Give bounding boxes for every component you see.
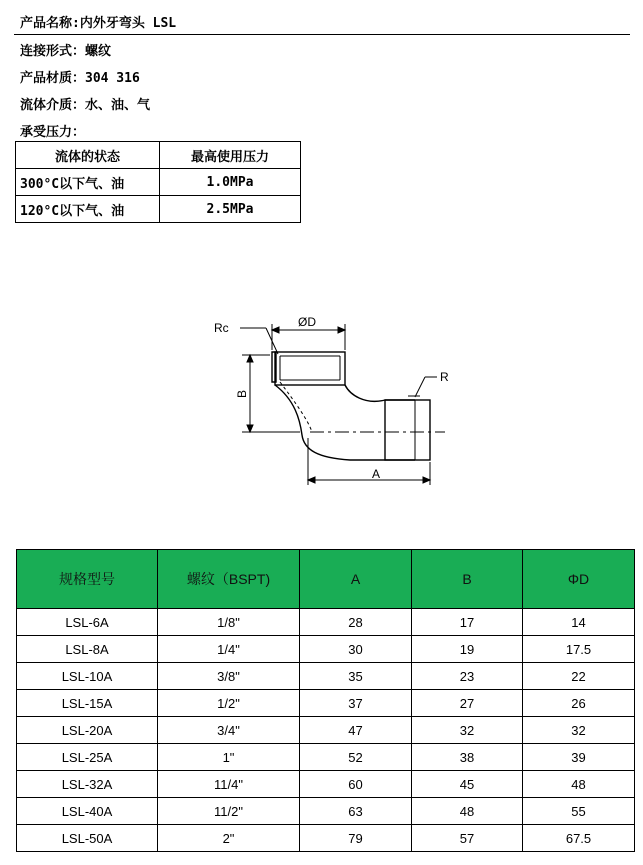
cell-phi-d: 26 xyxy=(523,690,635,717)
pressure-table xyxy=(15,141,301,223)
spec-table-header xyxy=(17,550,635,609)
cell-a: 52 xyxy=(300,744,412,771)
cell-a: 47 xyxy=(300,717,412,744)
cell-b: 23 xyxy=(412,663,523,690)
header-a: A xyxy=(300,550,412,609)
pressure-cell-value: 1.0MPa xyxy=(160,169,301,196)
cell-thread: 1" xyxy=(158,744,300,771)
connection-type: 连接形式：螺纹 xyxy=(20,44,112,59)
cell-a: 35 xyxy=(300,663,412,690)
cell-a: 28 xyxy=(300,609,412,636)
cell-phi-d: 32 xyxy=(523,717,635,744)
cell-model: LSL-40A xyxy=(17,798,158,825)
cell-thread: 1/8" xyxy=(158,609,300,636)
pressure-cell-state: 120°C以下气、油 xyxy=(16,196,160,223)
header-model: 规格型号 xyxy=(17,550,158,609)
fluid-medium: 流体介质：水、油、气 xyxy=(20,98,151,113)
label-r: R xyxy=(440,370,449,384)
cell-b: 27 xyxy=(412,690,523,717)
cell-a: 79 xyxy=(300,825,412,852)
cell-model: LSL-15A xyxy=(17,690,158,717)
cell-thread: 11/4" xyxy=(158,771,300,798)
elbow-technical-drawing xyxy=(200,310,460,495)
product-name-row xyxy=(14,8,630,35)
cell-phi-d: 48 xyxy=(523,771,635,798)
header-b: B xyxy=(412,550,523,609)
cell-b: 38 xyxy=(412,744,523,771)
cell-model: LSL-32A xyxy=(17,771,158,798)
cell-phi-d: 17.5 xyxy=(523,636,635,663)
label-a: A xyxy=(372,467,381,481)
pressure-cell-state: 300°C以下气、油 xyxy=(16,169,160,196)
product-name: 产品名称:内外牙弯头 LSL xyxy=(20,16,177,31)
spec-row xyxy=(17,690,635,717)
cell-phi-d: 67.5 xyxy=(523,825,635,852)
spec-row xyxy=(17,636,635,663)
cell-b: 45 xyxy=(412,771,523,798)
cell-phi-d: 55 xyxy=(523,798,635,825)
pressure-header-max: 最高使用压力 xyxy=(160,142,301,169)
cell-a: 30 xyxy=(300,636,412,663)
header-thread: 螺纹（BSPT) xyxy=(158,550,300,609)
cell-model: LSL-20A xyxy=(17,717,158,744)
label-b: B xyxy=(235,389,249,398)
cell-thread: 11/2" xyxy=(158,798,300,825)
pressure-heading: 承受压力： xyxy=(20,125,86,140)
pressure-row xyxy=(16,196,301,223)
spec-row xyxy=(17,771,635,798)
cell-model: LSL-10A xyxy=(17,663,158,690)
cell-a: 63 xyxy=(300,798,412,825)
spec-row xyxy=(17,744,635,771)
cell-phi-d: 14 xyxy=(523,609,635,636)
cell-phi-d: 22 xyxy=(523,663,635,690)
cell-phi-d: 39 xyxy=(523,744,635,771)
cell-thread: 1/4" xyxy=(158,636,300,663)
cell-b: 32 xyxy=(412,717,523,744)
cell-b: 57 xyxy=(412,825,523,852)
cell-model: LSL-25A xyxy=(17,744,158,771)
spec-row xyxy=(17,798,635,825)
cell-thread: 3/4" xyxy=(158,717,300,744)
cell-b: 17 xyxy=(412,609,523,636)
cell-b: 48 xyxy=(412,798,523,825)
spec-row xyxy=(17,825,635,852)
spec-row xyxy=(17,609,635,636)
pressure-header-state: 流体的状态 xyxy=(16,142,160,169)
cell-a: 60 xyxy=(300,771,412,798)
cell-thread: 1/2" xyxy=(158,690,300,717)
pressure-cell-value: 2.5MPa xyxy=(160,196,301,223)
spec-row xyxy=(17,717,635,744)
cell-thread: 3/8" xyxy=(158,663,300,690)
cell-b: 19 xyxy=(412,636,523,663)
label-phi-d: ØD xyxy=(298,315,316,329)
cell-model: LSL-8A xyxy=(17,636,158,663)
material: 产品材质：304 316 xyxy=(20,71,140,86)
header-phi-d: ΦD xyxy=(523,550,635,609)
cell-a: 37 xyxy=(300,690,412,717)
spec-table xyxy=(16,549,635,852)
spec-row xyxy=(17,663,635,690)
pressure-table-header xyxy=(16,142,301,169)
cell-model: LSL-6A xyxy=(17,609,158,636)
pressure-row xyxy=(16,169,301,196)
cell-thread: 2" xyxy=(158,825,300,852)
label-rc: Rc xyxy=(214,321,229,335)
cell-model: LSL-50A xyxy=(17,825,158,852)
